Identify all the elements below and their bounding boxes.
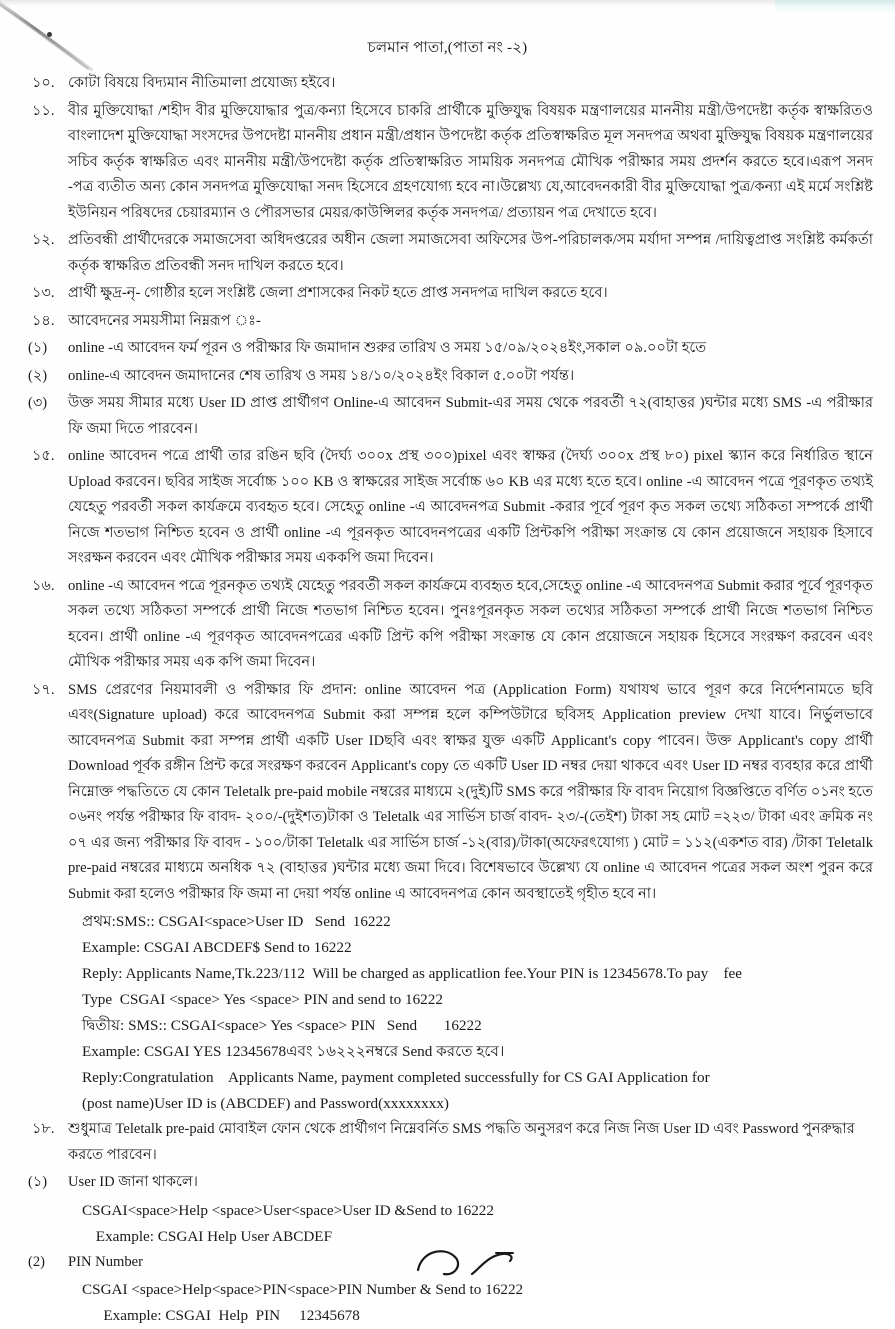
clause-marker: ১২. <box>32 232 55 248</box>
clause-14-sub-1 <box>14 336 873 362</box>
clause-14-sub-2 <box>14 364 873 390</box>
clause-text: বীর মুক্তিযোদ্ধা /শহীদ বীর মুক্তিযোদ্ধার পুত্র/কন্যা হিসেবে চাকরি প্রার্থীকে মুক্তিযুদ্ধ বিষয়ক মন্ত্রণালয়ের মাননীয় মন্ত্রী/উপদেষ্টা কর্তৃক স্বাক্ষরিতও বাংলাদেশ মুক্তিযোদ্ধা সংসদের উপদেষ্টা মাননীয় প্রধান মন্ত্রী/প্রধান উপদেষ্টা কর্তৃক প্রতিস্বাক্ষরিত মূল সনদপত্র অথবা মুক্তিযুদ্ধ বিষয়ক মন্ত্রণালয়ের সচিব কর্তৃক স্বাক্ষরিত এবং মাননীয় মন্ত্রী/উপদেষ্টা কর্তৃক প্রতিস্বাক্ষরিত সাময়িক সনদপত্র মৌখিক পরীক্ষার সময় প্রদর্শন করতে হবে।এরূপ সনদ -পত্র ব্যতীত অন্য কোন সনদপত্র মুক্তিযোদ্ধা সনদ হিসেবে গ্রহণযোগ্য হবে না।উল্লেখ্য যে,আবেদনকারী বীর মুক্তিযোদ্ধা পুত্র/কন্যা এই মর্মে সংশ্লিষ্ট ইউনিয়ন পরিষদের চেয়ারম্যান ও পৌরসভার মেয়র/কাউন্সিলর কর্তৃক সনদপত্র/ প্রত্যায়ন পত্র দেখাতে হবে। <box>68 102 873 221</box>
clause-marker: ১৩. <box>32 285 55 301</box>
sms-line-second-reply-cont: (post name)User ID is (ABCDEF) and Password(xxxxxxxx) <box>82 1095 449 1112</box>
sms-line-second-example: Example: CSGAI YES 12345678এবং ১৬২২২নম্বরে Send করতে হবে। <box>82 1043 505 1060</box>
clause-text: প্রতিবন্ধী প্রার্থীদেরকে সমাজসেবা অধিদপ্তরের অধীন জেলা সমাজসেবা অফিসের উপ-পরিচালক/সম মর্যাদা সম্পন্ন /দায়িত্বপ্রাপ্ত সংশ্লিষ্ট কর্মকর্তা কর্তৃক স্বাক্ষরিত প্রতিবন্ধী সনদ দাখিল করতে হবে। <box>68 232 873 274</box>
page-header: চলমান পাতা,(পাতা নং -২) <box>367 40 528 56</box>
clause-text: আবেদনের সময়সীমা নিম্নরূপ ঃ- <box>68 312 261 329</box>
clause-marker: (১) <box>28 340 48 356</box>
recovery-2-example: Example: CSGAI Help PIN 12345678 <box>92 1307 360 1324</box>
clause-marker: ১৪. <box>32 312 55 329</box>
clause-text: online -এ আবেদন ফর্ম পূরন ও পরীক্ষার ফি জমাদান শুরুর তারিখ ও সময় ১৫/০৯/২০২৪ইং,সকাল ০৯.০০টা হতে <box>68 340 707 356</box>
recovery-1-example: Example: CSGAI Help User ABCDEF <box>92 1227 333 1245</box>
clause-14 <box>14 309 873 335</box>
clause-text: কোটা বিষয়ে বিদ্যমান নীতিমালা প্রযোজ্য হইবে। <box>68 75 336 91</box>
sms-line-second-format: দ্বিতীয়: SMS:: CSGAI<space> Yes <space> PIN Send 16222 <box>82 1017 482 1034</box>
signature-area <box>0 1234 895 1280</box>
sms-line-first-reply: Reply: Applicants Name,Tk.223/112 Will be charged as applicatlion fee.Your PIN is 12345678.To pay fee <box>82 965 742 982</box>
clause-marker: ১৫. <box>32 448 55 464</box>
clause-11 <box>14 99 873 227</box>
clause-15 <box>14 444 873 572</box>
document-body <box>0 61 895 1329</box>
clause-text: উক্ত সময় সীমার মধ্যে User ID প্রাপ্ত প্রার্থীগণ Online-এ আবেদন Submit-এর সময় থেকে পরবর্তী ৭২(বাহাত্তর )ঘন্টার মধ্যে SMS -এ পরীক্ষার ফি জমা দিতে পারবেন। <box>68 395 873 437</box>
clause-marker: (৩) <box>28 395 48 411</box>
handwritten-signature-mark <box>410 1240 530 1280</box>
clause-text: শুধুমাত্র Teletalk pre-paid মোবাইল ফোন থেকে প্রার্থীগণ নিম্নেবর্নিত SMS পদ্ধতি অনুসরণ করে নিজ নিজ User ID এবং Password পুনরুদ্ধার করতে পারবেন। <box>68 1121 855 1163</box>
clause-marker: ১৬. <box>32 577 55 594</box>
clause-12 <box>14 228 873 279</box>
recovery-item-1 <box>14 1170 873 1196</box>
clause-marker: ১৭. <box>32 681 55 698</box>
clause-marker: (১) <box>28 1174 48 1190</box>
recovery-1-format: CSGAI<space>Help <space>User<space>User ID &Send to 16222 <box>82 1201 494 1219</box>
recovery-2-format: CSGAI <space>Help<space>PIN<space>PIN Number & Send to 16222 <box>82 1281 524 1298</box>
clause-18 <box>14 1117 873 1168</box>
sms-line-first-reply-cont: Type CSGAI <space> Yes <space> PIN and send to 16222 <box>82 991 443 1008</box>
clause-text: SMS প্রেরণের নিয়মাবলী ও পরীক্ষার ফি প্রদান: online আবেদন পত্র (Application Form) যথাযথ ভাবে পূরণ করে নির্দেশনামতে ছবি এবং(Signature upload) করে আবেদনপত্র Submit করা সম্পন্ন হলে কম্পিউটারে ছবিসহ Application preview দেখা যাবে। নির্ভুলভাবে আবেদনপত্র Submit করা সম্পন্ন প্রার্থী একটি User IDছবি এবং স্বাক্ষর যুক্ত একটি Applicant's copy পাবেন। উক্ত Applicant's copy প্রার্থী Download পূর্বক রঙ্গীন প্রিন্ট করে সংরক্ষণ করবেন Applicant's copy তে একটি User ID নম্বর দেয়া থাকবে এবং User ID নম্বর ব্যবহার করে প্রার্থী নিম্নোক্ত পদ্ধতিতে যে কোন Teletalk pre-paid mobile নম্বরের মাধ্যমে ২(দুই)টি SMS করে পরীক্ষার ফি বাবদ নিয়োগ বিজ্ঞপ্তিতে বর্ণিত ০১নং হতে ০৬নং পর্যন্ত পরীক্ষার ফি বাবদ- ২০০/-(দুইশত)টাকা ও Teletalk এর সার্ভিস চার্জ বাবদ- ২৩/-(তেইশ) টাকা সহ মোট =২২৩/ টাকা এবং ক্রমিক নং ০৭ এর জন্য পরীক্ষার ফি বাবদ - ১০০/টাকা Teletalk এর সার্ভিস চার্জ -১২(বার)/টাকা(অফেরৎযোগ্য ) মোট = ১১২(একশত বার) /টাকা Teletalk pre-paid নম্বরের মাধ্যমে অনধিক ৭২ (বাহাত্তর )ঘন্টার মধ্যে জমা দিবে। বিশেষভাবে উল্লেখ্য যে online এ আবেদন পত্রের সকল অংশ পুরন করে Submit করা হলেও পরীক্ষার ফি জমা না দেয়া পর্যন্ত online এ আবেদনপত্র কোন অবস্থাতেই গৃহীত হবে না। <box>68 681 873 902</box>
sms-line-first-example: Example: CSGAI ABCDEF$ Send to 16222 <box>82 939 352 956</box>
clause-16 <box>14 574 873 676</box>
clause-text: online -এ আবেদন পত্রে পূরনকৃত তথ্যই যেহেতু পরবর্তী সকল কার্যক্রমে ব্যবহৃত হবে,সেহেতু online -এ আবেদনপত্র Submit করার পূর্বে পূরণকৃত সকল তথ্যে সঠিকতা সম্পর্কে প্রার্থী ‌নিজে শতভাগ নিশ্চিত হবেন। পুনঃপূরনকৃত সকল তথ্যের সঠিকতা সম্পর্কে প্রার্থী নিজে শতভাগ নিশ্চিত হবেন। প্রার্থী online -এ পূরণকৃত আবেদনপত্রের একটি প্রিন্ট কপি পরীক্ষা সংক্রান্ত যে কোন প্রয়োজনে সহায়ক হিসেবে সংরক্ষণ করবেন এবং মৌখিক পরীক্ষার সময় এক কপি জমা দিবেন। <box>68 577 873 670</box>
recovery-title: PIN Number <box>68 1253 143 1270</box>
clause-text: প্রার্থী ক্ষুদ্র-নৃ- গোষ্ঠীর হলে সংশ্লিষ্ট জেলা প্রশাসকের নিকট হতে প্রাপ্ত সনদপত্র দাখিল করতে হবে। <box>68 285 608 301</box>
clause-marker: ১৮. <box>32 1121 55 1137</box>
clause-marker: ১১. <box>32 102 55 119</box>
clause-17 <box>14 678 873 908</box>
sms-line-second-reply: Reply:Congratulation Applicants Name, payment completed successfully for CS GAI Application for <box>82 1069 710 1086</box>
clause-marker: ১০. <box>32 75 55 91</box>
clause-marker: (2) <box>28 1253 45 1270</box>
clause-13 <box>14 281 873 307</box>
clause-text: online আবেদন পত্রে প্রার্থী তার রঙিন ছবি (দৈর্ঘ্য ৩০০x প্রস্থ ৩০০)pixel এবং স্বাক্ষর (দৈর্ঘ্য ৩০০x প্রস্থ ৮০) pixel স্ক্যান করে নির্ধারিত স্থানে Upload করবেন। ছবির সাইজ সর্বোচ্চ ১০০ KB ও স্বাক্ষরের সাইজ সর্বোচ্চ ৬০ KB এর মধ্যে হতে হবে। online -এ আবেদন পত্রে পূরণকৃত তথ্যই যেহেতু পরবর্তী সকল কার্যক্রমে ব্যবহৃত হবে। সেহেতু online -এ আবেদনপত্র Submit -করার পূর্বে পূরণ কৃত সকল তথ্যে সঠিকতা সম্পর্কে প্রার্থী নিজে শতভাগ নিশ্চিত হবেন ও প্রার্থী online -এ পূরনকৃত আবেদনপত্রের একটি প্রিন্টকপি পরীক্ষা সংক্রান্ত যে কোন প্রয়োজনে সহায়ক হিসাবে সংরক্ষন করবেন এবং মৌখিক পরীক্ষার সময় এককপি জমা দিবেন। <box>68 448 873 566</box>
sms-line-first-format: প্রথম:SMS:: CSGAI<space>User ID Send 16222 <box>82 913 391 930</box>
recovery-title: User ID জানা থাকলে। <box>68 1174 198 1190</box>
clause-14-sub-3 <box>14 391 873 442</box>
clause-marker: (২) <box>28 367 48 384</box>
clause-text: online-এ আবেদন জমাদানের শেষ তারিখ ও সময় ১৪/১০/২০২৪ইং বিকাল ৫.০০টা পর্যন্ত। <box>68 367 575 384</box>
clause-10 <box>14 71 873 97</box>
